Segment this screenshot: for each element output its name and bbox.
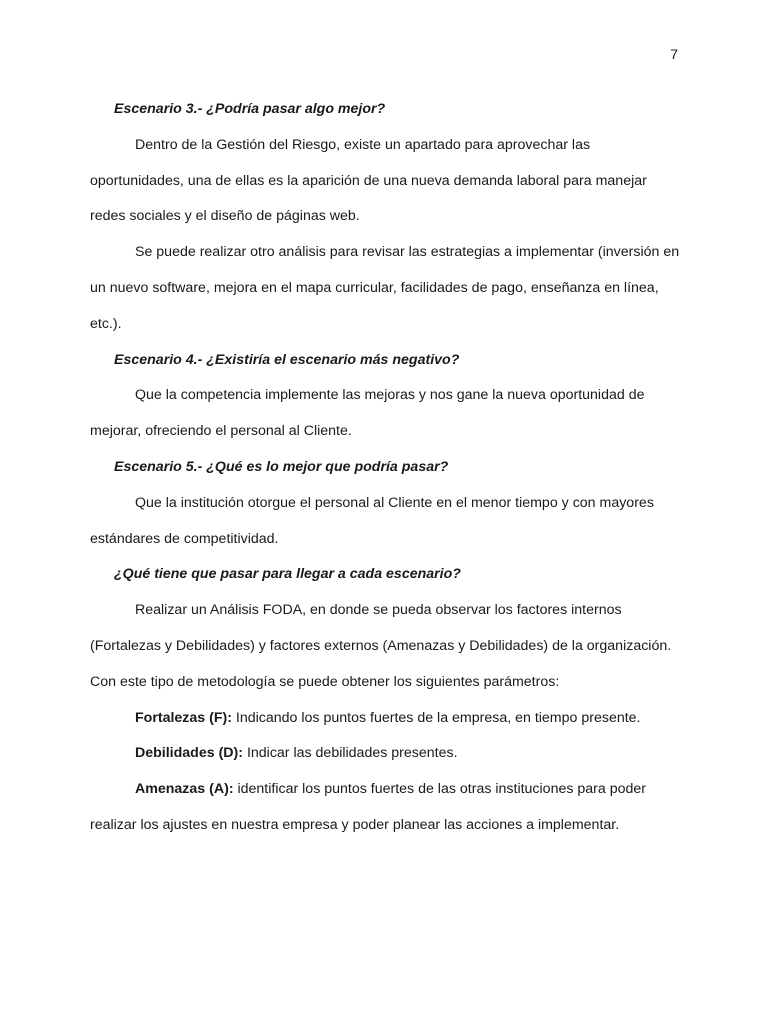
scenario-3-heading: Escenario 3.- ¿Podría pasar algo mejor?	[114, 101, 386, 117]
question-heading: ¿Qué tiene que pasar para llegar a cada escenario?	[114, 566, 461, 583]
scenario-3-paragraph-2: Se puede realizar otro análisis para revisar las estrategias a implementar (inversión en un nuevo software, mejora en el mapa curricular, facilidades de pago, enseñanza en línea, etc.).	[90, 244, 680, 332]
foda-amenazas-item	[90, 772, 680, 844]
scenario-5-heading: Escenario 5.- ¿Qué es lo mejor que podría pasar?	[114, 458, 449, 475]
amenazas-term: Amenazas (A):	[135, 781, 234, 798]
scenario-4-heading: Escenario 4.- ¿Existiría el escenario más negativo?	[114, 351, 460, 368]
foda-intro-paragraph: Realizar un Análisis FODA, en donde se pueda observar los factores internos (Fortalezas y Debilidades) y factores externos (Amenazas y Debilidades) de la organización. Con este tipo de metodología se puede obtener los siguientes parámetros:	[90, 602, 672, 690]
fortalezas-term: Fortalezas (F):	[135, 709, 232, 726]
document-body	[90, 92, 680, 844]
foda-fortalezas-item	[90, 701, 680, 737]
scenario-5-paragraph-1: Que la institución otorgue el personal al Cliente en el menor tiempo y con mayores estándares de competitividad.	[90, 494, 654, 547]
debilidades-text: Indicar las debilidades presentes.	[243, 745, 458, 762]
page-number: 7	[670, 46, 678, 62]
debilidades-term: Debilidades (D):	[135, 745, 243, 762]
fortalezas-text: Indicando los puntos fuertes de la empresa, en tiempo presente.	[231, 709, 641, 726]
scenario-4-paragraph-1: Que la competencia implemente las mejoras y nos gane la nueva oportunidad de mejorar, ofreciendo el personal al Cliente.	[90, 387, 645, 440]
foda-debilidades-item	[90, 736, 680, 772]
scenario-3-paragraph-1: Dentro de la Gestión del Riesgo, existe un apartado para aprovechar las oportunidades, una de ellas es la aparición de una nueva demanda laboral para manejar redes sociales y el diseño de páginas web.	[90, 136, 647, 225]
amenazas-text: identificar los puntos fuertes de las otras instituciones para poder realizar los ajustes en nuestra empresa y poder planear las acciones a implementar.	[90, 781, 647, 833]
